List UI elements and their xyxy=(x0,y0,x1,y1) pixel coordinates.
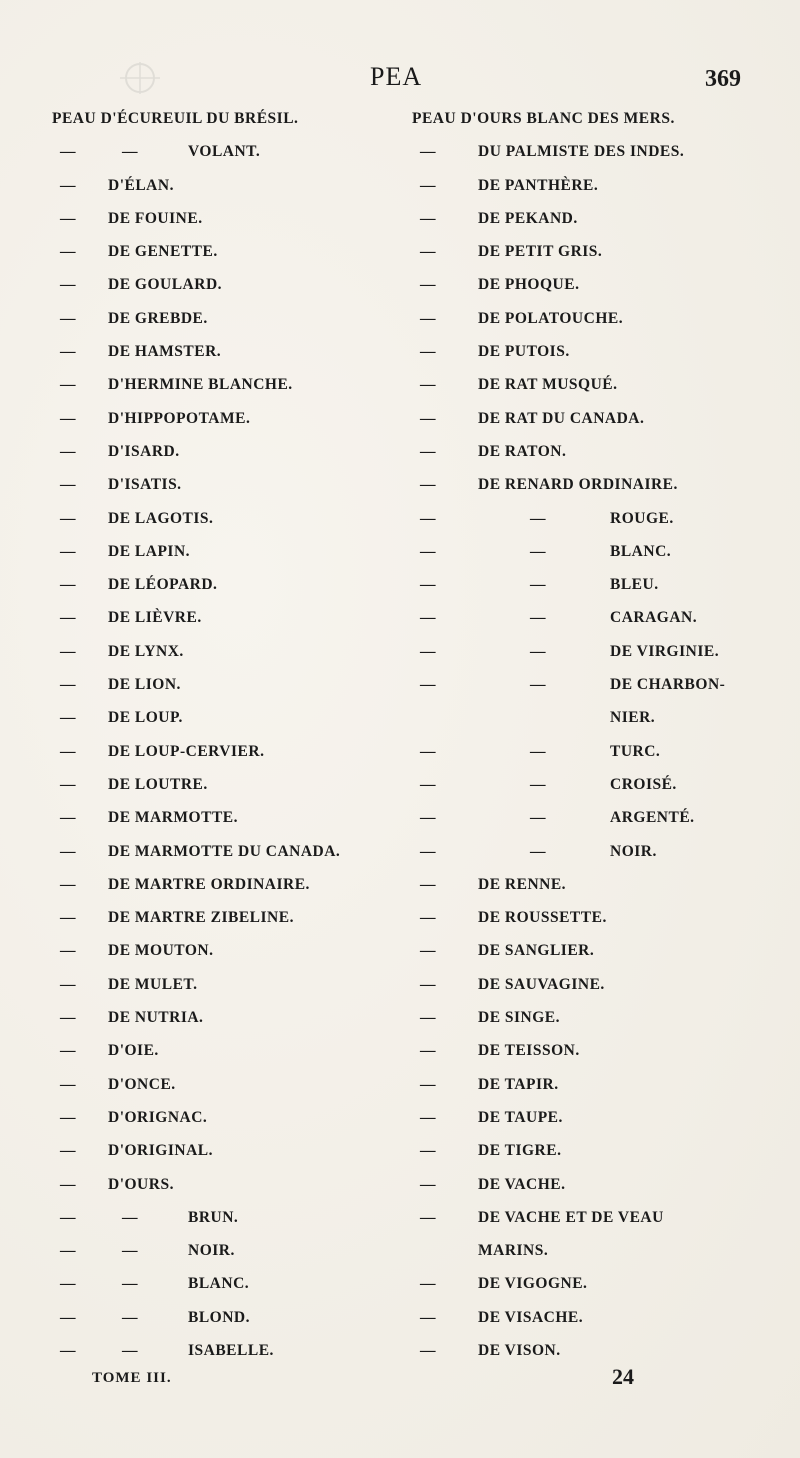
ditto-dash: — xyxy=(530,676,546,694)
ditto-dash: — xyxy=(60,1242,76,1260)
entry-text: DE VACHE. xyxy=(478,1175,566,1193)
ditto-dash: — xyxy=(60,742,76,760)
list-item xyxy=(52,1003,412,1036)
ditto-dash: — xyxy=(122,1242,138,1260)
list-item xyxy=(52,204,412,237)
entry-text: BLEU. xyxy=(610,576,659,594)
ditto-dash: — xyxy=(420,1275,436,1293)
entry-text: DE PETIT GRIS. xyxy=(478,243,603,261)
list-item xyxy=(412,1303,772,1336)
ditto-dash: — xyxy=(420,476,436,494)
ditto-dash: — xyxy=(122,1308,138,1326)
entry-text: DE PHOQUE. xyxy=(478,276,580,294)
list-item xyxy=(412,1269,772,1302)
list-item xyxy=(52,770,412,803)
entry-text: DE LAGOTIS. xyxy=(108,509,214,527)
list-item xyxy=(52,803,412,836)
entry-text: ARGENTÉ. xyxy=(610,809,695,827)
list-item xyxy=(412,703,772,736)
list-item xyxy=(52,1203,412,1236)
list-item xyxy=(412,1070,772,1103)
entry-text: MARINS. xyxy=(478,1242,549,1260)
ditto-dash: — xyxy=(420,676,436,694)
ditto-dash: — xyxy=(60,975,76,993)
entry-text: BLOND. xyxy=(188,1308,250,1326)
entry-text: NIER. xyxy=(610,709,656,727)
ditto-dash: — xyxy=(420,1142,436,1160)
list-item xyxy=(52,237,412,270)
entry-text: DE POLATOUCHE. xyxy=(478,309,624,327)
ditto-dash: — xyxy=(122,143,138,161)
ditto-dash: — xyxy=(60,709,76,727)
entry-text: DE LOUTRE. xyxy=(108,775,208,793)
list-item xyxy=(412,570,772,603)
ditto-dash: — xyxy=(530,509,546,527)
ditto-dash: — xyxy=(122,1341,138,1359)
page-footer xyxy=(0,1364,800,1394)
entry-text: CARAGAN. xyxy=(610,609,698,627)
entry-text: DE TEISSON. xyxy=(478,1042,580,1060)
list-item xyxy=(52,337,412,370)
ditto-dash: — xyxy=(420,1075,436,1093)
ditto-dash: — xyxy=(60,1075,76,1093)
entry-text: D'OIE. xyxy=(108,1042,159,1060)
entry-text: CROISÉ. xyxy=(610,775,677,793)
entry-text: D'ORIGINAL. xyxy=(108,1142,213,1160)
ditto-dash: — xyxy=(60,476,76,494)
entry-text: DE RATON. xyxy=(478,442,567,460)
ditto-dash: — xyxy=(60,509,76,527)
entry-text: DE MARTRE ORDINAIRE. xyxy=(108,875,310,893)
ditto-dash: — xyxy=(60,875,76,893)
ditto-dash: — xyxy=(420,176,436,194)
entry-text: NOIR. xyxy=(610,842,657,860)
entry-text: DE TAPIR. xyxy=(478,1075,559,1093)
ditto-dash: — xyxy=(60,609,76,627)
list-item xyxy=(412,770,772,803)
ditto-dash: — xyxy=(420,909,436,927)
entry-text: DE RENARD ORDINAIRE. xyxy=(478,476,678,494)
entry-text: DE GENETTE. xyxy=(108,243,218,261)
entry-text: ISABELLE. xyxy=(188,1341,274,1359)
ditto-dash: — xyxy=(420,775,436,793)
ditto-dash: — xyxy=(530,775,546,793)
page-number: 369 xyxy=(705,66,741,92)
ditto-dash: — xyxy=(420,809,436,827)
ditto-dash: — xyxy=(420,143,436,161)
list-item xyxy=(52,870,412,903)
list-item xyxy=(52,1070,412,1103)
list-item xyxy=(52,703,412,736)
ditto-dash: — xyxy=(420,1175,436,1193)
list-item xyxy=(52,504,412,537)
ditto-dash: — xyxy=(530,842,546,860)
ditto-dash: — xyxy=(60,676,76,694)
list-item xyxy=(52,1236,412,1269)
ditto-dash: — xyxy=(420,1009,436,1027)
entry-text: DE LION. xyxy=(108,676,181,694)
entry-text: DE MARMOTTE DU CANADA. xyxy=(108,842,341,860)
entry-text: D'ORIGNAC. xyxy=(108,1108,208,1126)
list-item xyxy=(412,237,772,270)
ditto-dash: — xyxy=(420,1208,436,1226)
ditto-dash: — xyxy=(60,243,76,261)
entry-text: TURC. xyxy=(610,742,661,760)
ditto-dash: — xyxy=(420,975,436,993)
list-item xyxy=(412,1036,772,1069)
ditto-dash: — xyxy=(60,1009,76,1027)
ditto-dash: — xyxy=(420,609,436,627)
ditto-dash: — xyxy=(420,376,436,394)
list-item xyxy=(412,137,772,170)
list-item xyxy=(52,670,412,703)
entry-text: ROUGE. xyxy=(610,509,674,527)
entry-text: DE PEKAND. xyxy=(478,209,578,227)
entry-text: DE RAT MUSQUÉ. xyxy=(478,376,618,394)
entry-text: DE NUTRIA. xyxy=(108,1009,204,1027)
ditto-dash: — xyxy=(420,842,436,860)
list-item xyxy=(52,270,412,303)
list-item xyxy=(412,470,772,503)
list-item xyxy=(52,903,412,936)
ditto-dash: — xyxy=(60,143,76,161)
entry-text: D'ONCE. xyxy=(108,1075,176,1093)
list-item xyxy=(412,603,772,636)
list-item xyxy=(52,137,412,170)
ditto-dash: — xyxy=(420,509,436,527)
entry-text: DE CHARBON- xyxy=(610,676,726,694)
signature-mark: 24 xyxy=(612,1364,634,1389)
ditto-dash: — xyxy=(420,1341,436,1359)
list-item xyxy=(412,737,772,770)
list-item xyxy=(52,1103,412,1136)
entry-text: DE MARTRE ZIBELINE. xyxy=(108,909,294,927)
list-item xyxy=(412,903,772,936)
ditto-dash: — xyxy=(420,576,436,594)
list-item xyxy=(52,837,412,870)
entry-text: DE LOUP-CERVIER. xyxy=(108,742,265,760)
ditto-dash: — xyxy=(420,742,436,760)
ditto-dash: — xyxy=(530,809,546,827)
entry-text: D'OURS. xyxy=(108,1175,174,1193)
entry-text: D'ISATIS. xyxy=(108,476,182,494)
ditto-dash: — xyxy=(420,875,436,893)
entry-text: DE VISACHE. xyxy=(478,1308,584,1326)
entry-text: DE PANTHÈRE. xyxy=(478,176,599,194)
ditto-dash: — xyxy=(420,1108,436,1126)
ditto-dash: — xyxy=(60,209,76,227)
list-item xyxy=(52,537,412,570)
list-item xyxy=(52,603,412,636)
volume-label: TOME III. xyxy=(92,1370,172,1386)
ditto-dash: — xyxy=(60,909,76,927)
list-item xyxy=(412,970,772,1003)
entry-text: DE TAUPE. xyxy=(478,1108,563,1126)
list-item xyxy=(412,204,772,237)
ditto-dash: — xyxy=(60,642,76,660)
list-item xyxy=(412,803,772,836)
ditto-dash: — xyxy=(60,276,76,294)
ditto-dash: — xyxy=(60,1275,76,1293)
list-item xyxy=(52,1036,412,1069)
entry-text: D'ÉLAN. xyxy=(108,176,174,194)
list-item xyxy=(412,270,772,303)
entry-text: NOIR. xyxy=(188,1242,235,1260)
ditto-dash: — xyxy=(420,209,436,227)
ditto-dash: — xyxy=(60,842,76,860)
entry-text: D'HERMINE BLANCHE. xyxy=(108,376,293,394)
list-item xyxy=(412,404,772,437)
list-item xyxy=(52,970,412,1003)
list-item xyxy=(52,1170,412,1203)
list-item xyxy=(52,570,412,603)
list-item xyxy=(52,370,412,403)
list-item xyxy=(412,670,772,703)
list-item xyxy=(52,1136,412,1169)
list-item xyxy=(52,936,412,969)
entry-text: BLANC. xyxy=(610,542,672,560)
entry-text: VOLANT. xyxy=(188,143,261,161)
ditto-dash: — xyxy=(530,576,546,594)
entry-text: DE PUTOIS. xyxy=(478,343,570,361)
running-head xyxy=(0,62,800,98)
entry-text: DE HAMSTER. xyxy=(108,343,222,361)
list-item xyxy=(412,637,772,670)
entry-text: DE VIRGINIE. xyxy=(610,642,720,660)
ditto-dash: — xyxy=(420,542,436,560)
ditto-dash: — xyxy=(530,642,546,660)
list-item xyxy=(412,870,772,903)
ditto-dash: — xyxy=(60,576,76,594)
entry-text: DE TIGRE. xyxy=(478,1142,562,1160)
ditto-dash: — xyxy=(530,609,546,627)
ditto-dash: — xyxy=(420,1308,436,1326)
ditto-dash: — xyxy=(60,1108,76,1126)
ditto-dash: — xyxy=(530,542,546,560)
ditto-dash: — xyxy=(60,176,76,194)
list-item xyxy=(412,171,772,204)
entry-text: DE VACHE ET DE VEAU xyxy=(478,1208,664,1226)
ditto-dash: — xyxy=(122,1275,138,1293)
ditto-dash: — xyxy=(420,343,436,361)
ditto-dash: — xyxy=(60,309,76,327)
list-item xyxy=(412,936,772,969)
list-item xyxy=(52,304,412,337)
list-item xyxy=(412,837,772,870)
entry-text: DE LÉOPARD. xyxy=(108,576,218,594)
list-item xyxy=(52,737,412,770)
entry-text: DU PALMISTE DES INDES. xyxy=(478,143,685,161)
entry-text: DE SANGLIER. xyxy=(478,942,595,960)
ditto-dash: — xyxy=(420,442,436,460)
right-column xyxy=(412,104,772,1369)
ditto-dash: — xyxy=(60,442,76,460)
ditto-dash: — xyxy=(420,276,436,294)
ditto-dash: — xyxy=(60,809,76,827)
ditto-dash: — xyxy=(60,409,76,427)
list-item xyxy=(412,1170,772,1203)
list-item xyxy=(52,104,412,137)
list-item xyxy=(52,470,412,503)
entry-text: DE RAT DU CANADA. xyxy=(478,409,645,427)
list-item xyxy=(52,637,412,670)
list-item xyxy=(52,171,412,204)
entry-text: PEAU D'ÉCUREUIL DU BRÉSIL. xyxy=(52,110,299,127)
list-item xyxy=(412,504,772,537)
list-item xyxy=(52,437,412,470)
ditto-dash: — xyxy=(60,942,76,960)
list-item xyxy=(412,1203,772,1236)
ditto-dash: — xyxy=(420,409,436,427)
ditto-dash: — xyxy=(420,243,436,261)
entry-text: DE FOUINE. xyxy=(108,209,203,227)
entry-text: DE MULET. xyxy=(108,975,198,993)
ditto-dash: — xyxy=(60,343,76,361)
ditto-dash: — xyxy=(60,376,76,394)
entry-text: D'HIPPOPOTAME. xyxy=(108,409,251,427)
entry-text: D'ISARD. xyxy=(108,442,180,460)
ditto-dash: — xyxy=(60,542,76,560)
entry-text: PEAU D'OURS BLANC DES MERS. xyxy=(412,110,675,127)
ditto-dash: — xyxy=(420,942,436,960)
entry-text: DE MARMOTTE. xyxy=(108,809,238,827)
list-item xyxy=(412,370,772,403)
entry-text: BRUN. xyxy=(188,1208,239,1226)
list-item xyxy=(52,1269,412,1302)
entry-text: DE LIÈVRE. xyxy=(108,609,202,627)
list-item xyxy=(412,1103,772,1136)
ditto-dash: — xyxy=(420,642,436,660)
ditto-dash: — xyxy=(60,1341,76,1359)
ditto-dash: — xyxy=(420,1042,436,1060)
list-item xyxy=(412,437,772,470)
ditto-dash: — xyxy=(60,1308,76,1326)
ditto-dash: — xyxy=(60,1175,76,1193)
ditto-dash: — xyxy=(122,1208,138,1226)
entry-text: BLANC. xyxy=(188,1275,250,1293)
entry-text: DE LOUP. xyxy=(108,709,183,727)
list-item xyxy=(412,104,772,137)
ditto-dash: — xyxy=(60,1208,76,1226)
entry-text: DE LYNX. xyxy=(108,642,184,660)
list-item xyxy=(412,537,772,570)
page-title: PEA xyxy=(370,62,423,91)
left-column xyxy=(52,104,412,1369)
ditto-dash: — xyxy=(60,1142,76,1160)
entry-text: DE ROUSSETTE. xyxy=(478,909,607,927)
entry-text: DE VIGOGNE. xyxy=(478,1275,588,1293)
list-item xyxy=(52,404,412,437)
entry-text: DE LAPIN. xyxy=(108,542,191,560)
entry-text: DE GREBDE. xyxy=(108,309,208,327)
list-item xyxy=(412,1003,772,1036)
entry-text: DE SINGE. xyxy=(478,1009,561,1027)
entry-text: DE SAUVAGINE. xyxy=(478,975,605,993)
ditto-dash: — xyxy=(420,309,436,327)
list-item xyxy=(52,1303,412,1336)
ditto-dash: — xyxy=(60,775,76,793)
entry-text: DE MOUTON. xyxy=(108,942,214,960)
list-item xyxy=(412,337,772,370)
entry-text: DE GOULARD. xyxy=(108,276,223,294)
list-item xyxy=(412,304,772,337)
list-item xyxy=(412,1236,772,1269)
list-item xyxy=(412,1136,772,1169)
entry-text: DE VISON. xyxy=(478,1341,561,1359)
ditto-dash: — xyxy=(530,742,546,760)
entry-text: DE RENNE. xyxy=(478,875,567,893)
ditto-dash: — xyxy=(60,1042,76,1060)
